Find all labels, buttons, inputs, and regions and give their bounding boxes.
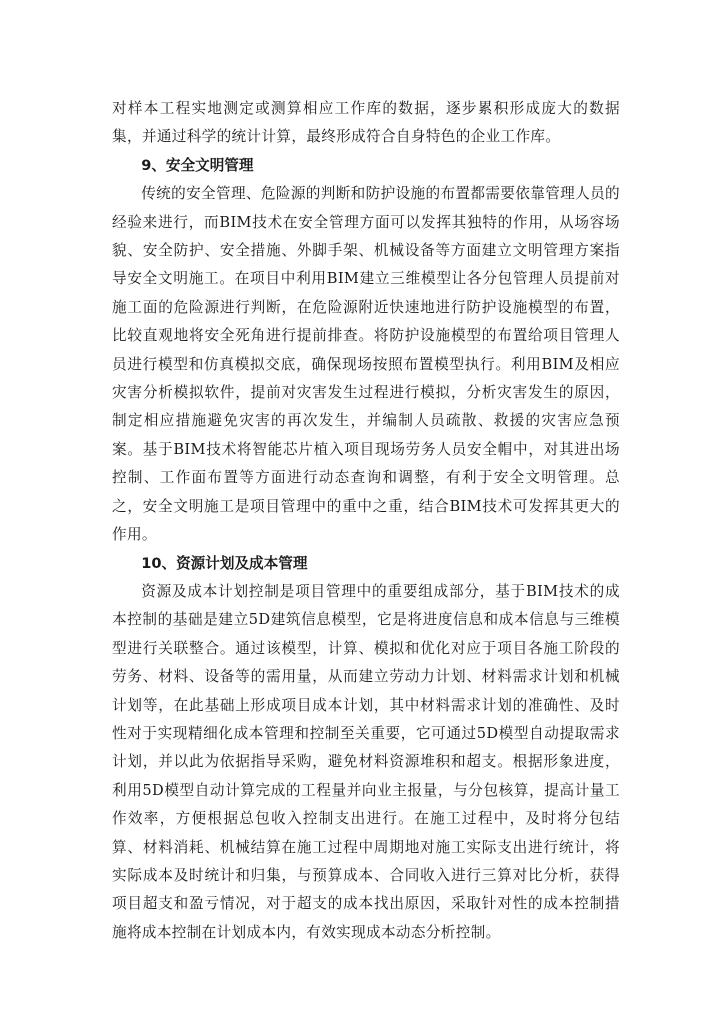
document-page bbox=[112, 95, 620, 947]
section-10-paragraph: 资源及成本计划控制是项目管理中的重要组成部分，基于BIM技术的成本控制的基础是建立5D建筑信息模型，它是将进度信息和成本信息与三维模型进行关联整合。通过该模型，计算、模拟和优化对应于项目各施工阶段的劳务、材料、设备等的需用量，从而建立劳动力计划、材料需求计划和机械计划等，在此基础上形成项目成本计划，其中材料需求计划的准确性、及时性对于实现精细化成本管理和控制至关重要，它可通过5D模型自动提取需求计划，并以此为依据指导采购，避免材料资源堆积和超支。根据形象进度，利用5D模型自动计算完成的工程量并向业主报量，与分包核算，提高计量工作效率，方便根据总包收入控制支出进行。在施工过程中，及时将分包结算、材料消耗、机械结算在施工过程中周期地对施工实际支出进行统计，将实际成本及时统计和归集，与预算成本、合同收入进行三算对比分析，获得项目超支和盈亏情况，对于超支的成本找出原因，采取针对性的成本控制措施将成本控制在计划成本内，有效实现成本动态分析控制。 bbox=[112, 582, 620, 941]
section-10 bbox=[112, 550, 620, 948]
section-9-heading: 9、安全文明管理 bbox=[141, 156, 254, 174]
intro-paragraph: 对样本工程实地测定或测算相应工作库的数据，逐步累积形成庞大的数据集，并通过科学的统计计算，最终形成符合自身特色的企业工作库。 bbox=[112, 100, 620, 146]
section-9 bbox=[112, 152, 620, 550]
section-9-paragraph: 传统的安全管理、危险源的判断和防护设施的布置都需要依靠管理人员的经验来进行，而BIM技术在安全管理方面可以发挥其独特的作用，从场容场貌、安全防护、安全措施、外脚手架、机械设备等方面建立文明管理方案指导安全文明施工。在项目中利用BIM建立三维模型让各分包管理人员提前对施工面的危险源进行判断，在危险源附近快速地进行防护设施模型的布置，比较直观地将安全死角进行提前排查。将防护设施模型的布置给项目管理人员进行模型和仿真模拟交底，确保现场按照布置模型执行。利用BIM及相应灾害分析模拟软件，提前对灾害发生过程进行模拟，分析灾害发生的原因，制定相应措施避免灾害的再次发生，并编制人员疏散、救援的灾害应急预案。基于BIM技术将智能芯片植入项目现场劳务人员安全帽中，对其进出场控制、工作面布置等方面进行动态查询和调整，有利于安全文明管理。总之，安全文明施工是项目管理中的重中之重，结合BIM技术可发挥其更大的作用。 bbox=[112, 185, 620, 544]
intro-block bbox=[112, 95, 620, 152]
section-10-heading: 10、资源计划及成本管理 bbox=[141, 554, 308, 572]
